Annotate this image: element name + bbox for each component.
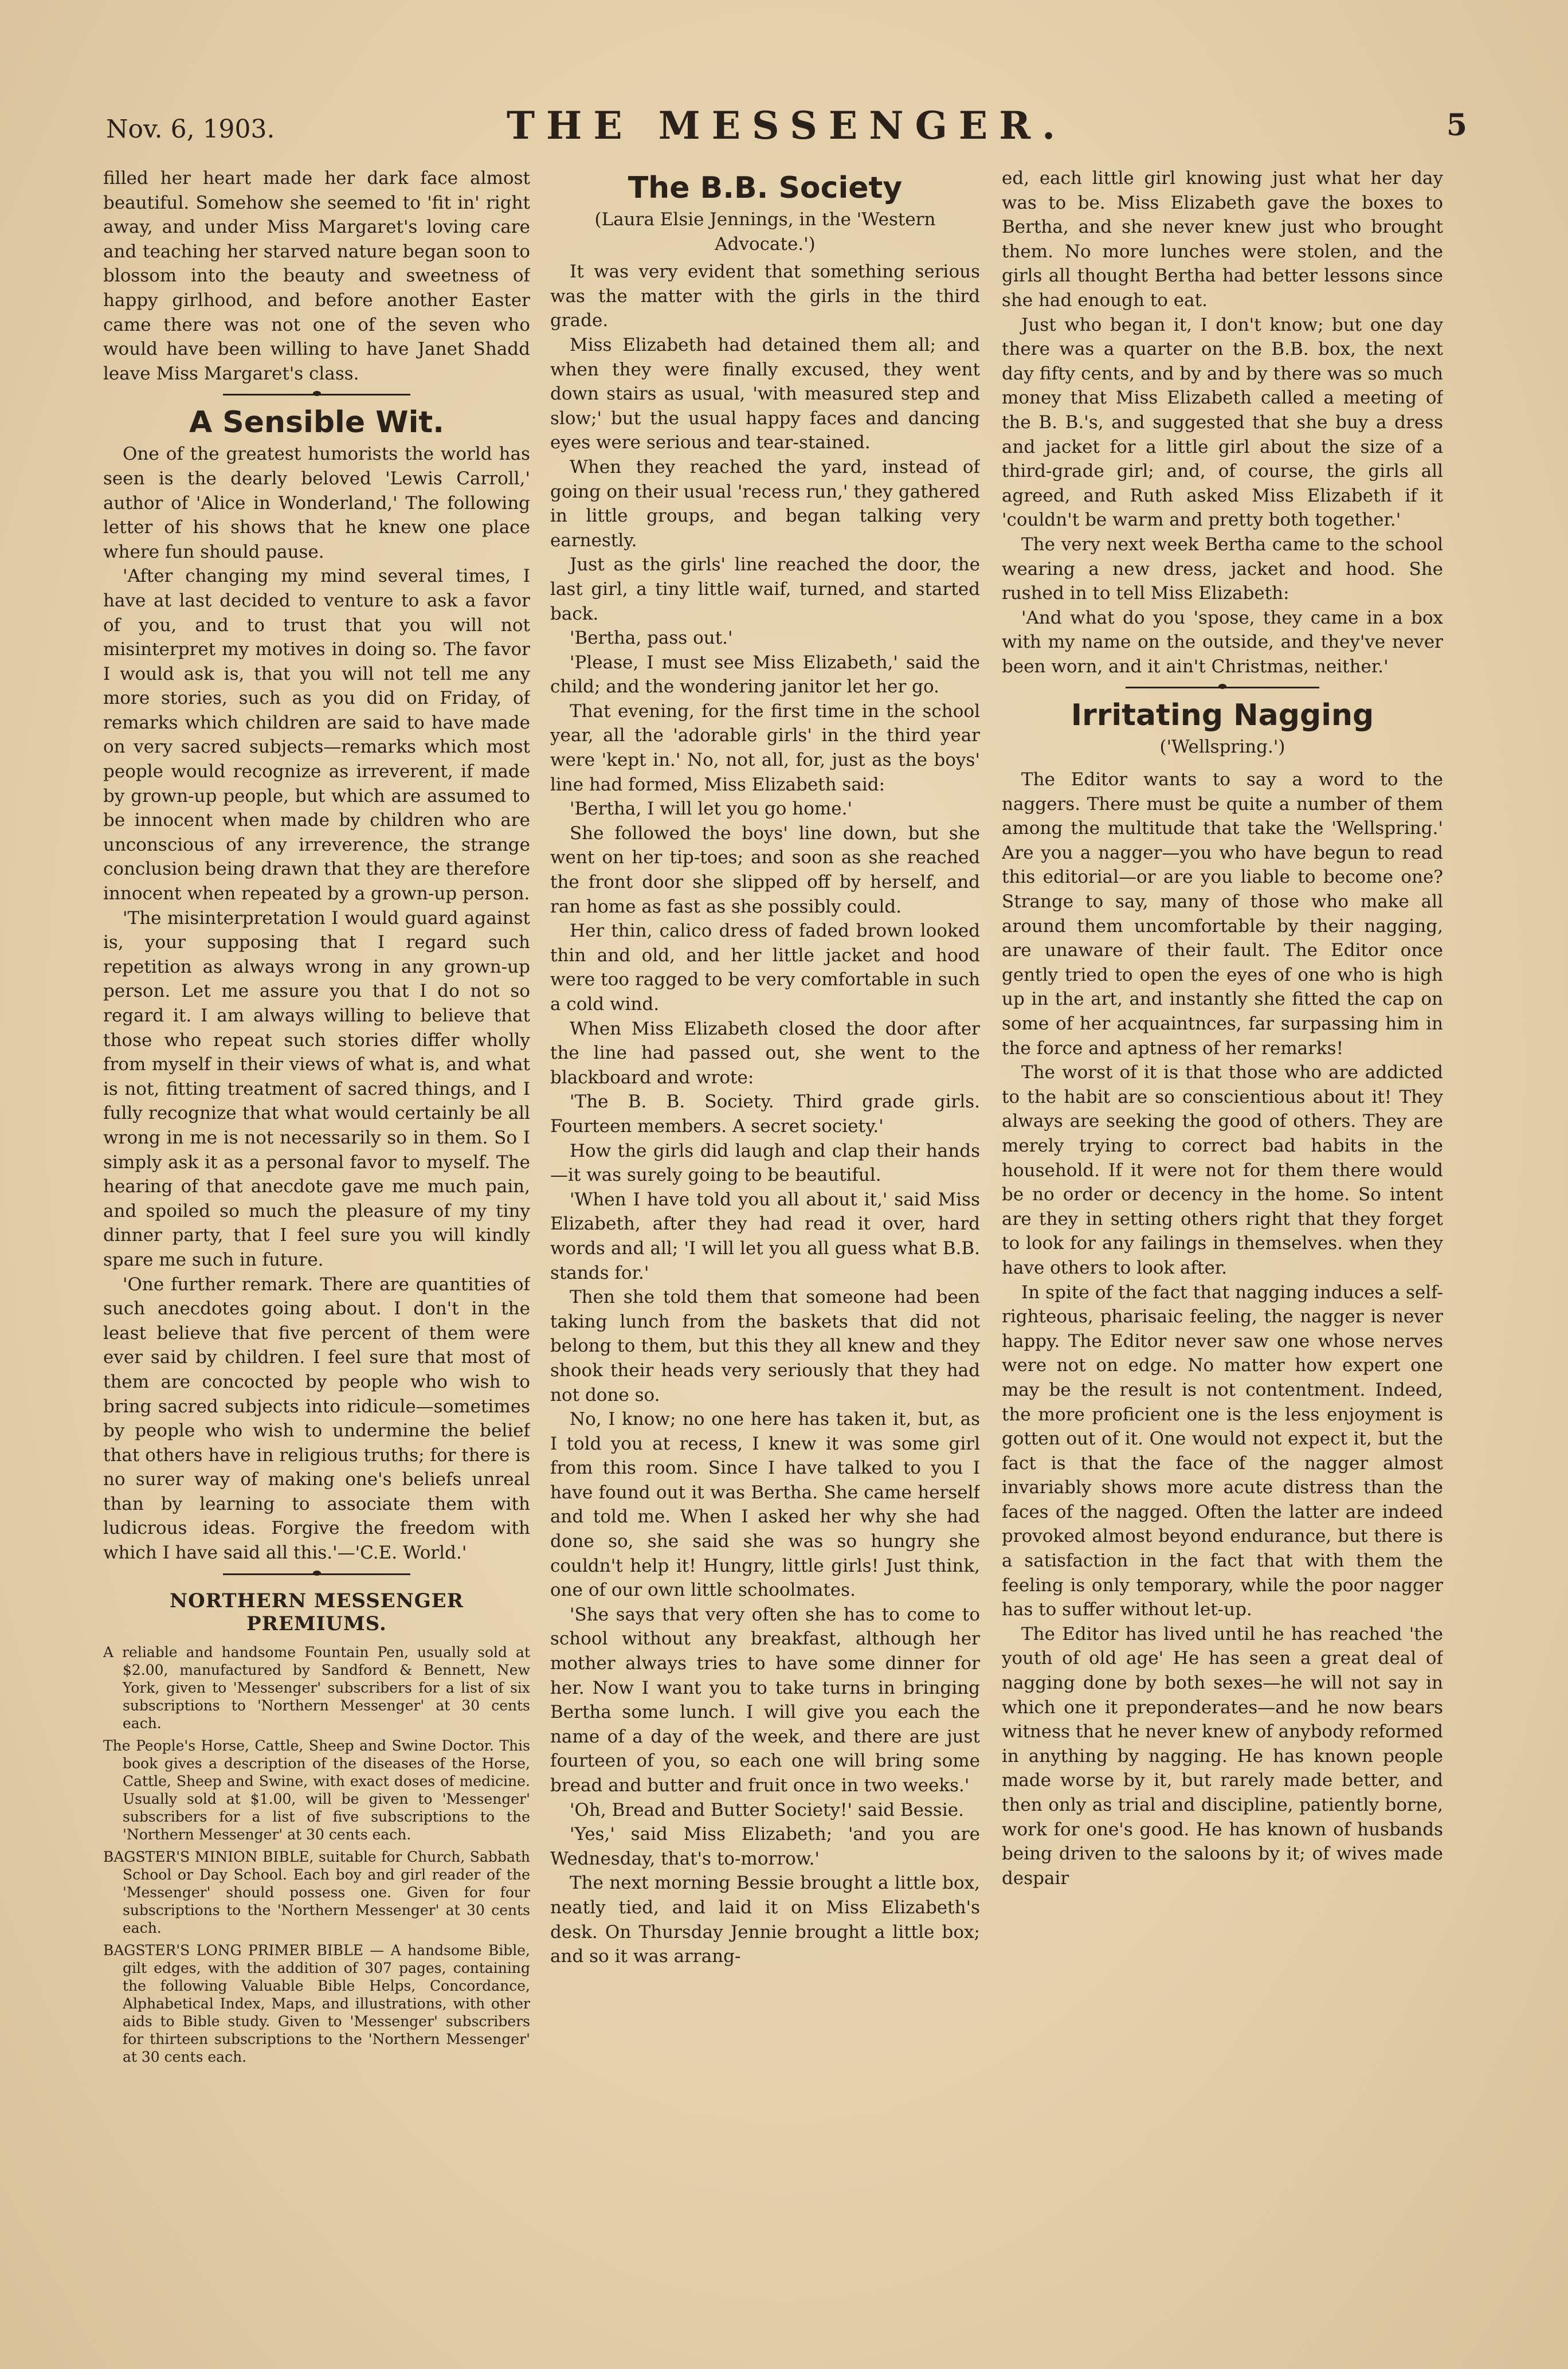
paragraph: 'After changing my mind several times, I have at last decided to venture to ask a favor of you, and to trust that you will not misinterpret my motives in doing so. The favor I would ask is, that you will not tell me any more stories, such as you did on Friday, of remarks which children are said to have made on very sacred subjects—remarks which most people would recognize as irreverent, if made by grown-up people, but which are assumed to be innocent when made by children who are unconscious of any irreverence, the strange conclusion being drawn that they are therefore innocent when repeated by a grown-up person. [103, 566, 530, 904]
paragraph: When Miss Elizabeth closed the door after the line had passed out, she went to the blackboard and wrote: [550, 1018, 980, 1088]
story-continuation: filled her heart made her dark face almost beautiful. Somehow she seemed to 'fit in' right away, and under Miss Margaret's loving care and teaching her starved nature began soon to blossom into the beauty and sweetness of happy girlhood, and before another Easter came there was not one of the seven who would have been willing to have Janet Shadd leave Miss Margaret's class. [103, 168, 530, 384]
premium-item [103, 1737, 530, 1843]
paragraph: 'Bertha, pass out.' [570, 628, 733, 649]
premium-lead: BAGSTER'S [103, 1941, 190, 1959]
section-divider [1002, 681, 1443, 694]
paragraph: It was very evident that something serious was the matter with the girls in the third grade. [550, 261, 980, 331]
paragraph: 'Oh, Bread and Butter Society!' said Bessie. [570, 1799, 964, 1820]
premium-text: People's Horse, Cattle, Sheep and Swine Doctor. This book gives a description of the diseases of the Horse, Cattle, Sheep and Swine, with exact doses of medicine. Usually sold at $1.00, will be given to 'Messenger' subscribers for a list of five subscriptions to the 'Northern Messenger' at 30 cents each. [123, 1737, 530, 1843]
paragraph: No, I know; no one here has taken it, but, as I told you at recess, I knew it was some girl from this room. Since I have talked to you I have found out it was Bertha. She came herself and told me. When I asked her why she had done so, she said she was so hungry she couldn't help it! Hungry, little girls! Just think, one of our own little schoolmates. [550, 1409, 980, 1601]
paragraph: Just as the girls' line reached the door, the last girl, a tiny little waif, turned, and started back. [550, 554, 980, 624]
premium-text: LONG PRIMER BIBLE — A handsome Bible, gilt edges, with the addition of 307 pages, containing the following Valuable Bible Helps, Concordance, Alphabetical Index, Maps, and illustrations, with other aids to Bible study. Given to 'Messenger' subscribers for thirteen subscriptions to the 'Northern Messenger' at 30 cents each. [123, 1941, 530, 2065]
section-divider [103, 388, 530, 401]
paragraph: 'She says that very often she has to come to school without any breakfast, although her mother always tries to have some dinner for her. Now I want you to take turns in bringing Bertha some lunch. I will give you each the name of a day of the week, and there are just fourteen of you, so each one will bring some bread and butter and fruit once in two weeks.' [550, 1604, 980, 1796]
paragraph: The Editor has lived until he has reached 'the youth of old age' He has seen a great deal of nagging done by both sexes—he will not say in which one it preponderates—and he now bears witness that he never knew of anybody reformed in anything by nagging. He has known people made worse by it, but rarely made better, and then only as trial and discipline, patiently borne, work for one's good. He has known of husbands being driven to the saloons by it; of wives made despair [1002, 1623, 1443, 1889]
paragraph: The worst of it is that those who are addicted to the habit are so conscientious about it! They always are seeking the good of others. They are merely trying to correct bad habits in the household. If it were not for them there would be no order or decency in the home. So intent are they in setting others right that they forget to look for any failings in themselves. when they have others to look after. [1002, 1062, 1443, 1278]
paragraph: One of the greatest humorists the world has seen is the dearly beloved 'Lewis Carroll,' author of 'Alice in Wonderland,' The following letter of his shows that he knew one place where fun should pause. [103, 444, 530, 562]
paragraph: 'Yes,' said Miss Elizabeth; 'and you are Wednesday, that's to-morrow.' [550, 1824, 980, 1869]
paragraph: 'One further remark. There are quantities of such anecdotes going about. I don't in the least believe that five percent of them were ever said by children. I feel sure that most of them are concocted by people who wish to bring sacred subjects into ridicule—sometimes by people who wish to undermine the belief that others have in religious truths; for there is no surer way of making one's beliefs unreal than by learning to associate them with ludicrous ideas. Forgive the freedom with which I have said all this.'—'C.E. World.' [103, 1274, 530, 1564]
masthead [106, 103, 1467, 155]
column-1 [103, 166, 530, 2317]
paragraph: Miss Elizabeth had detained them all; and when they were finally excused, they went down stairs as usual, 'with measured step and slow;' but the usual happy faces and dancing eyes were serious and tear-stained. [550, 334, 980, 453]
paragraph: 'And what do you 'spose, they came in a box with my name on the outside, and they've never been worn, and it ain't Christmas, neither.' [1002, 607, 1443, 677]
article-byline: (Laura Elsie Jennings, in the 'Western Advocate.') [594, 209, 936, 254]
premium-text: MINION BIBLE, suitable for Church, Sabbath School or Day School. Each boy and girl reader of the 'Messenger' should possess one. Given for four subscriptions to the 'Northern Messenger' at 30 cents each. [123, 1848, 530, 1936]
premium-text: reliable and handsome Fountain Pen, usually sold at $2.00, manufactured by Sandford & Bennett, New York, given to 'Messenger' subscribers for a list of six subscriptions to 'Northern Messenger' at 30 cents each. [113, 1643, 530, 1732]
paragraph: That evening, for the first time in the school year, all the 'adorable girls' in the third year were 'kept in.' No, not all, for, just as the boys' line had formed, Miss Elizabeth said: [550, 700, 980, 795]
article-byline: ('Wellspring.') [1159, 737, 1285, 758]
paragraph: 'The B. B. Society. Third grade girls. Fourteen members. A secret society.' [550, 1091, 980, 1137]
premium-lead: The [103, 1737, 131, 1754]
paragraph: The Editor wants to say a word to the naggers. There must be quite a number of them among the multitude that take the 'Wellspring.' Are you a nagger—you who have begun to read this editorial—or are you liable to become one? Strange to say, many of those who make all around them uncomfortable by their nagging, are unaware of their fault. The Editor once gently tried to open the eyes of one who is high up in the art, and instantly she fitted the cap on some of her acquaintnces, far surpassing him in the force and aptness of her remarks! [1002, 769, 1443, 1059]
section-divider [103, 1568, 530, 1580]
paragraph: The very next week Bertha came to the school wearing a new dress, jacket and hood. She rushed in to tell Miss Elizabeth: [1002, 534, 1443, 604]
premium-item [103, 1848, 530, 1937]
paragraph: 'Please, I must see Miss Elizabeth,' said the child; and the wondering janitor let her go. [550, 652, 980, 698]
article-title-sensible-wit: A Sensible Wit. [189, 405, 445, 440]
premium-lead: A [103, 1643, 114, 1661]
paragraph: 'Bertha, I will let you go home.' [570, 798, 852, 820]
column-2 [550, 166, 980, 2317]
paragraph: When they reached the yard, instead of going on their usual 'recess run,' they gathered in little groups, and began talking very earnestly. [550, 456, 980, 551]
paragraph: She followed the boys' line down, but she went on her tip-toes; and soon as she reached the front door she slipped off by herself, and ran home as fast as she possibly could. [550, 823, 980, 917]
premium-item [103, 1941, 530, 2066]
paragraph: In spite of the fact that nagging induces a self-righteous, pharisaic feeling, the nagger is never happy. The Editor never saw one whose nerves were not on edge. No matter how expert one may be the result is not contentment. Indeed, the more proficient one is the less enjoyment is gotten out of it. One would not expect it, but the fact is that the face of the nagger almost invariably shows more acute distress than the faces of the nagged. Often the latter are indeed provoked almost beyond endurance, but there is a satisfaction in the fact that with them the feeling is only temporary, while the poor nagger has to suffer without let-up. [1002, 1282, 1443, 1620]
paragraph: Her thin, calico dress of faded brown looked thin and old, and her little jacket and hood were too ragged to be very comfortable in such a cold wind. [550, 921, 980, 1015]
newspaper-title: THE MESSENGER. [506, 103, 1067, 148]
paragraph: Just who began it, I don't know; but one day there was a quarter on the B.B. box, the next day fifty cents, and by and by there was so much money that Miss Elizabeth called a meeting of the B. B.'s, and suggested that she buy a dress and jacket for a little girl about the size of a third-grade girl; and, of course, the girls all agreed, and Ruth asked Miss Elizabeth if it 'couldn't be warm and pretty both together.' [1002, 314, 1443, 531]
premium-lead: BAGSTER'S [103, 1848, 190, 1865]
article-title-bb-society: The B.B. Society [628, 171, 903, 205]
paragraph: How the girls did laugh and clap their hands—it was surely going to be beautiful. [550, 1140, 980, 1186]
column-3 [1002, 166, 1443, 2317]
story-continuation: ed, each little girl knowing just what her day was to be. Miss Elizabeth gave the boxes to Bertha, and she never knew just who brought them. No more lunches were stolen, and the girls all thought Bertha had better lessons since she had enough to eat. [1002, 168, 1443, 311]
article-title-irritating-nagging: Irritating Nagging [1071, 698, 1374, 733]
paragraph: The next morning Bessie brought a little box, neatly tied, and laid it on Miss Elizabeth's desk. On Thursday Jennie brought a little box; and so it was arrang- [550, 1873, 980, 1967]
premiums-heading: NORTHERN MESSENGER PREMIUMS. [170, 1589, 464, 1635]
premiums-list [103, 1643, 530, 2066]
issue-date: Nov. 6, 1903. [106, 115, 275, 144]
paragraph: 'The misinterpretation I would guard against is, your supposing that I regard such repetition as always wrong in any grown-up person. Let me assure you that I do not so regard it. I am always willing to believe that those who repeat such stories differ wholly from myself in their views of what is, and what is not, fitting treatment of sacred things, and I fully recognize that what would certainly be all wrong in me is not necessarily so in them. So I simply ask it as a personal favor to myself. The hearing of that anecdote gave me much pain, and spoiled so much the pleasure of my tiny dinner party, that I feel sure you will kindly spare me such in future. [103, 907, 530, 1270]
premium-item [103, 1643, 530, 1732]
page-number: 5 [1446, 108, 1467, 143]
paragraph: Then she told them that someone had been taking lunch from the baskets that did not belong to them, but this they all knew and they shook their heads very seriously that they had not done so. [550, 1287, 980, 1405]
paragraph: 'When I have told you all about it,' said Miss Elizabeth, after they had read it over, hard words and all; 'I will let you all guess what B.B. stands for.' [550, 1189, 980, 1283]
